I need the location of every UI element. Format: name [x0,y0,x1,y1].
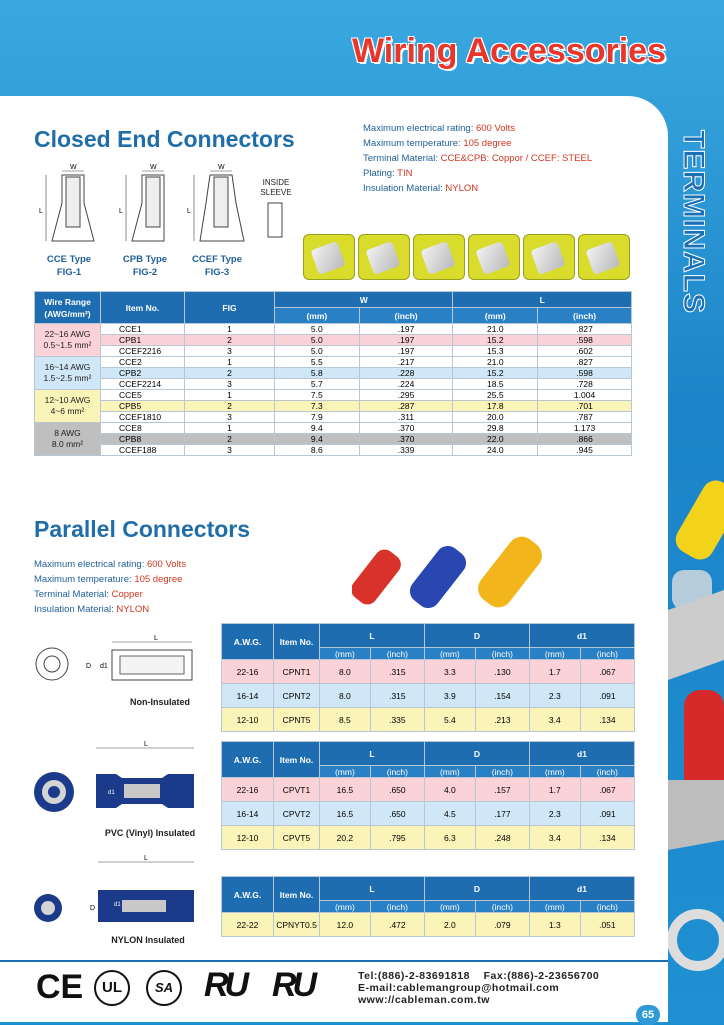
group-cell: 8 AWG 8.0 mm² [35,423,101,456]
spec-label: Maximum temperature: [363,138,464,149]
closed-end-diagrams [30,163,300,255]
dim-w-label: W [218,164,225,171]
spec-value: 105 degree [134,574,183,585]
parallel-table-non-insulated: A.W.G. Item No. L D d1 (mm) (inch) (mm) (inch) (mm) (inch) 22-16 CPNT1 8.0 .315 3.3 .130 1.7 .067 16-14 CPNT2 8.0 .315 3.9 .154 2.3 .091 12-10 CPNT5 8.5 .335 5.4 .213 3.4 .134 [221,623,635,732]
parallel-specs [34,557,186,617]
parallel-table-pvc-insulated: A.W.G. Item No. L D d1 (mm) (inch) (mm) (inch) (mm) (inch) 22-16 CPVT1 16.5 .650 4.0 .157 1.7 .067 16-14 CPVT2 16.5 .650 4.5 .177 2.3 .091 12-10 CPVT5 20.2 .795 6.3 .248 3.4 .134 [221,741,635,850]
parallel-connector-photo [352,534,562,614]
spec-value: CCE&CPB: Coppor / CCEF: STEEL [440,153,593,164]
table-row: CPB1 2 5.0 .197 15.2 .598 [35,335,632,346]
spec-value: TIN [397,168,413,179]
product-photo [468,234,520,280]
fax: Fax:(886)-2-23656700 [483,970,600,982]
group-cell: 12~10 AWG 4~6 mm² [35,390,101,423]
table-row: CCEF2214 3 5.7 .224 18.5 .728 [35,379,632,390]
fig-label: CCE Type FIG-1 [46,254,92,278]
email: E-mail:cablemangroup@hotmail.com [358,982,560,994]
spec-label: Insulation Material: [363,183,446,194]
product-photo [578,234,630,280]
dim-d-label: D [90,905,96,912]
spec-line [363,121,592,136]
col-inch: (inch) [359,308,453,324]
spec-value: 105 degree [463,138,512,149]
table-row: 12~10 AWG 4~6 mm² CCE5 1 7.5 .295 25.5 1.004 [35,390,632,401]
dim-w-label: W [70,164,77,171]
csa-mark-icon: SA [146,970,182,1006]
table-row: CPB2 2 5.8 .228 15.2 .598 [35,368,632,379]
spec-label: Terminal Material: [363,153,441,164]
dim-d1-label: d1 [108,790,115,796]
spec-value: Copper [111,589,143,600]
product-photo [303,234,355,280]
ur-mark-icon: RU [272,966,314,1004]
table-row: 22-16 CPNT1 8.0 .315 3.3 .130 1.7 .067 [222,660,635,684]
group-cell: 16~14 AWG 1.5~2.5 mm² [35,357,101,390]
table-row: 16-14 CPNT2 8.0 .315 3.9 .154 2.3 .091 [222,684,635,708]
table-caption: NYLON Insulated [111,935,185,945]
spec-value: NYLON [445,183,479,194]
col-l: L [453,292,632,308]
fig-label: CPB Type FIG-2 [122,254,168,278]
spec-line [363,136,592,151]
closed-end-table [34,291,632,456]
table-caption: Non-Insulated [130,697,190,707]
table-row: 22~16 AWG 0.5~1.5 mm² CCE1 1 5.0 .197 21.0 .827 [35,324,632,335]
group-cell: 22~16 AWG 0.5~1.5 mm² [35,324,101,357]
spec-line [34,602,186,617]
parallel-table-nylon-insulated: A.W.G. Item No. L D d1 (mm) (inch) (mm) (inch) (mm) (inch) 22-22 CPNYT0.5 12.0 .472 2.0 .079 1.3 .051 [221,876,635,937]
spec-line [363,181,592,196]
spec-label: Insulation Material: [34,604,117,615]
product-photo [358,234,410,280]
table-row: 22-22 CPNYT0.5 12.0 .472 2.0 .079 1.3 .051 [222,913,635,937]
table-caption: PVC (Vinyl) Insulated [104,828,196,838]
closed-end-title: Closed End Connectors [34,126,295,152]
table-row: CCEF1810 3 7.9 .311 20.0 .787 [35,412,632,423]
product-photo [523,234,575,280]
spec-value: NYLON [116,604,150,615]
table-row: 16-14 CPVT2 16.5 .650 4.5 .177 2.3 .091 [222,802,635,826]
spec-line [363,151,592,166]
spec-label: Maximum electrical rating: [34,559,147,570]
fig-label: CCEF Type FIG-3 [192,254,242,278]
decorative-connector-photo [668,360,724,1020]
dim-l-label: L [119,208,123,215]
col-wire-range: Wire Range (AWG/mm²) [35,292,101,324]
dim-l-label: L [154,635,158,642]
dim-d-label: D [86,663,92,670]
spec-value: 600 Volts [146,559,187,570]
table-row: 12-10 CPVT5 20.2 .795 6.3 .248 3.4 .134 [222,826,635,850]
inside-sleeve-label: INSIDE SLEEVE [260,178,292,197]
spec-line [34,557,186,572]
spec-value: 600 Volts [475,123,516,134]
table-row: 8 AWG 8.0 mm² CCE8 1 9.4 .370 29.8 1.173 [35,423,632,434]
spec-label: Terminal Material: [34,589,112,600]
side-tab-label: TERMINALS [677,130,710,314]
ce-mark-icon: CE [36,968,84,1006]
spec-line [34,587,186,602]
col-inch: (inch) [538,308,632,324]
dim-d1-label: d1 [100,663,108,670]
website: www://cableman.com.tw [358,994,490,1006]
footer-divider [0,960,668,962]
parallel-title: Parallel Connectors [34,516,251,542]
col-item: Item No. [101,292,185,324]
tel: Tel:(886)-2-83691818 [358,970,470,982]
dim-l-label: L [187,208,191,215]
contact-info [358,970,599,1006]
ur-mark-icon: RU [204,966,246,1004]
nylon-insulated-diagram [30,852,200,934]
spec-label: Maximum temperature: [34,574,135,585]
spec-line [34,572,186,587]
pvc-insulated-diagram [30,738,200,826]
dim-w-label: W [150,164,157,171]
table-row: CPB8 2 9.4 .370 22.0 .866 [35,434,632,445]
spec-line [363,166,592,181]
table-row: 22-16 CPVT1 16.5 .650 4.0 .157 1.7 .067 [222,778,635,802]
col-fig: FIG [185,292,275,324]
dim-l-label: L [144,741,148,748]
page-title: Wiring Accessories [351,32,666,70]
col-mm: (mm) [275,308,360,324]
table-row: CPB5 2 7.3 .287 17.8 .701 [35,401,632,412]
table-row: CCEF2216 3 5.0 .197 15.3 .602 [35,346,632,357]
col-mm: (mm) [453,308,538,324]
table-row: 16~14 AWG 1.5~2.5 mm² CCE2 1 5.5 .217 21.0 .827 [35,357,632,368]
closed-end-specs [363,121,592,196]
table-row: 12-10 CPNT5 8.5 .335 5.4 .213 3.4 .134 [222,708,635,732]
dim-l-label: L [144,855,148,862]
table-row: CCEF188 3 8.6 .339 24.0 .945 [35,445,632,456]
ul-mark-icon: UL [94,970,130,1006]
dim-d1-label: d1 [114,902,121,908]
spec-label: Maximum electrical rating: [363,123,476,134]
dim-l-label: L [39,208,43,215]
page-number: 65 [636,1005,660,1025]
side-tab [676,130,720,330]
col-w: W [275,292,453,308]
spec-label: Plating: [363,168,398,179]
product-photo [413,234,465,280]
